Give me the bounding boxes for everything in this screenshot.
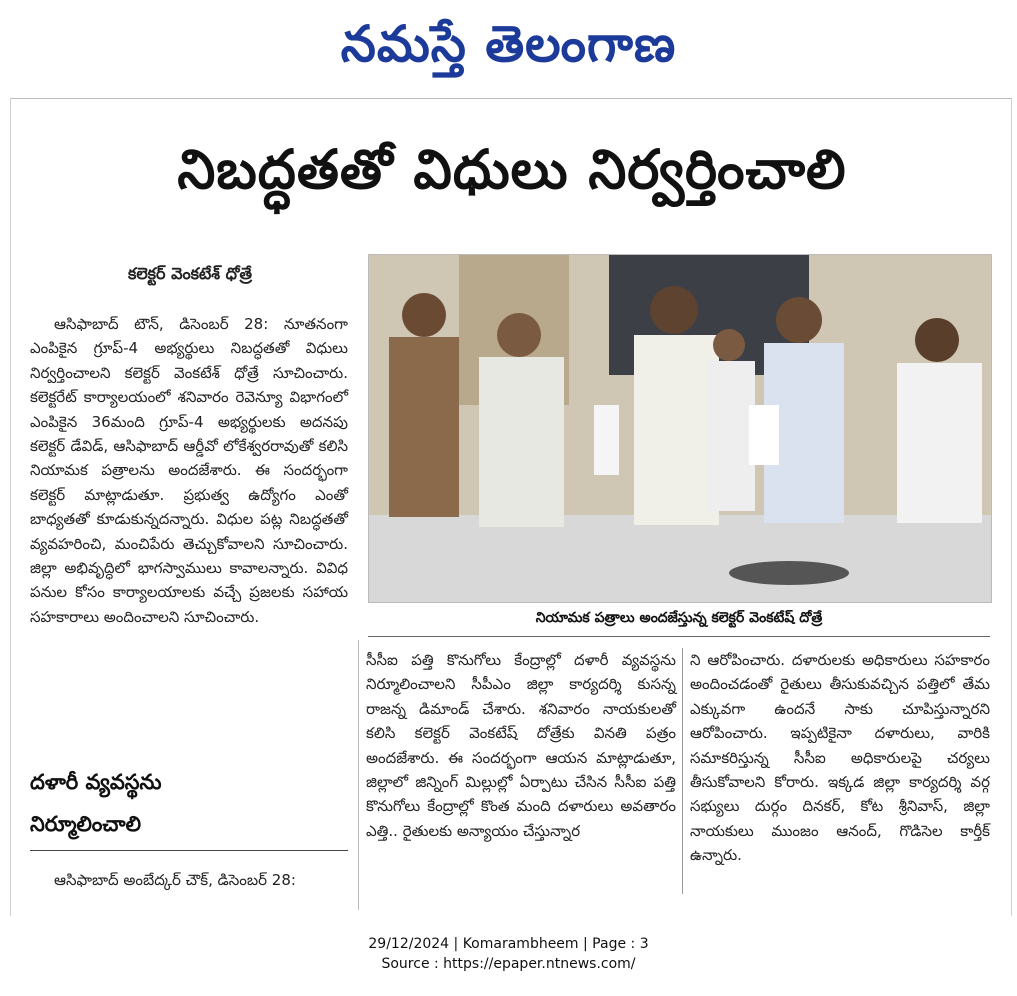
footer-date-edition: 29/12/2024 | Komarambheem | Page : 3 bbox=[368, 936, 649, 952]
article-left-column bbox=[30, 312, 348, 629]
news-photo bbox=[368, 254, 992, 603]
caption-rule bbox=[368, 636, 990, 637]
frame-left-border bbox=[10, 98, 11, 916]
column-divider-right bbox=[682, 648, 683, 894]
frame-top-border bbox=[10, 98, 1012, 99]
page-footer bbox=[0, 934, 1017, 974]
middle-column-paragraph: సీసీఐ పత్తి కొనుగోలు కేంద్రాల్లో దళారీ వ్యవస్థను నిర్మూలించాలని సీపీఎం జిల్లా కార్యదర్శి కుసన్న రాజన్న డిమాండ్ చేశారు. శనివారం నాయకులతో కలిసి కలెక్టర్ వెంకటేష్ దోత్రేకు వినతి పత్రం అందజేశారు. ఈ సందర్భంగా ఆయన మాట్లాడుతూ, జిల్లాలో జిన్నింగ్ మిల్లుల్లో ఏర్పాటు చేసిన సీసీఐ పత్తి కొనుగోలు కేంద్రాల్లో కొంత మంది దళారులు అవతారం ఎత్తి.. రైతులకు అన్యాయం చేస్తున్నార bbox=[366, 651, 676, 840]
article-headline: నిబద్ధతతో విధులు నిర్వర్తించాలి bbox=[177, 138, 847, 201]
article-right-column bbox=[690, 648, 990, 868]
subheading-line-2: నిర్మూలించాలి bbox=[30, 812, 141, 836]
newspaper-masthead: నమస్తే తెలంగాణ bbox=[340, 14, 677, 73]
column-divider-left bbox=[358, 640, 359, 910]
subheading-rule bbox=[30, 850, 348, 851]
article-middle-column bbox=[366, 648, 676, 843]
frame-right-border bbox=[1011, 98, 1012, 916]
second-article-dateline bbox=[30, 868, 348, 892]
news-photo-illustration bbox=[369, 255, 991, 602]
second-article-dateline-text: ఆసిఫాబాద్ అంబేద్కర్ చౌక్, డిసెంబర్ 28: bbox=[54, 871, 296, 889]
photo-caption: నియామక పత్రాలు అందజేస్తున్న కలెక్టర్ వెంకటేష్ దోత్రే bbox=[535, 610, 823, 626]
left-column-paragraph: ఆసిఫాబాద్ టౌన్, డిసెంబర్ 28: నూతనంగా ఎంపికైన గ్రూప్-4 అభ్యర్థులు నిబద్ధతతో విధులు నిర్వర్తించాలని కలెక్టర్ వెంకటేశ్ ధోత్రే సూచించారు. కలెక్టరేట్ కార్యాలయంలో శనివారం రెవెన్యూ విభాగంలో ఎంపికైన 36మంది గ్రూప్-4 అభ్యర్థులకు అదనపు కలెక్టర్ డేవిడ్, ఆసిఫాబాద్ ఆర్డీవో లోకేశ్వరరావుతో కలిసి నియామక పత్రాలను అందజేశారు. ఈ సందర్భంగా కలెక్టర్ మాట్లాడుతూ. ప్రభుత్వ ఉద్యోగం ఎంతో బాధ్యతతో కూడుకున్నదన్నారు. విధుల పట్ల నిబద్ధతతో వ్యవహరించి, మంచిపేరు తెచ్చుకోవాలని సూచించారు. జిల్లా అభివృద్ధిలో భాగస్వాములు కావాలన్నారు. వివిధ పనుల కోసం కార్యాలయాలకు వచ్చే ప్రజలకు సహాయ సహకారాలు అందించాలని సూచించారు. bbox=[30, 315, 348, 626]
footer-source: Source : https://epaper.ntnews.com/ bbox=[381, 956, 636, 972]
subheading-line-1: దళారీ వ్యవస్థను bbox=[30, 770, 162, 794]
article-byline: కలెక్టర్ వెంకటేశ్ ధోత్రే bbox=[127, 264, 253, 283]
right-column-paragraph: ని ఆరోపించారు. దళారులకు అధికారులు సహకారం అందించడంతో రైతులు తీసుకువచ్చిన పత్తిలో తేమ ఎక్కువగా ఉందనే సాకు చూపిస్తున్నారని ఆరోపించారు. ఇప్పటికైనా దళారులు, వారికి సమాకరిస్తున్న సీసీఐ అధికారులపై చర్యలు తీసుకోవాలని కోరారు. ఇక్కడ జిల్లా కార్యదర్శి వర్గ సభ్యులు దుర్గం దినకర్, కోట శ్రీనివాస్, జిల్లా నాయకులు ముంజం ఆనంద్, గొడిసెల కార్తీక్ ఉన్నారు. bbox=[690, 651, 990, 865]
